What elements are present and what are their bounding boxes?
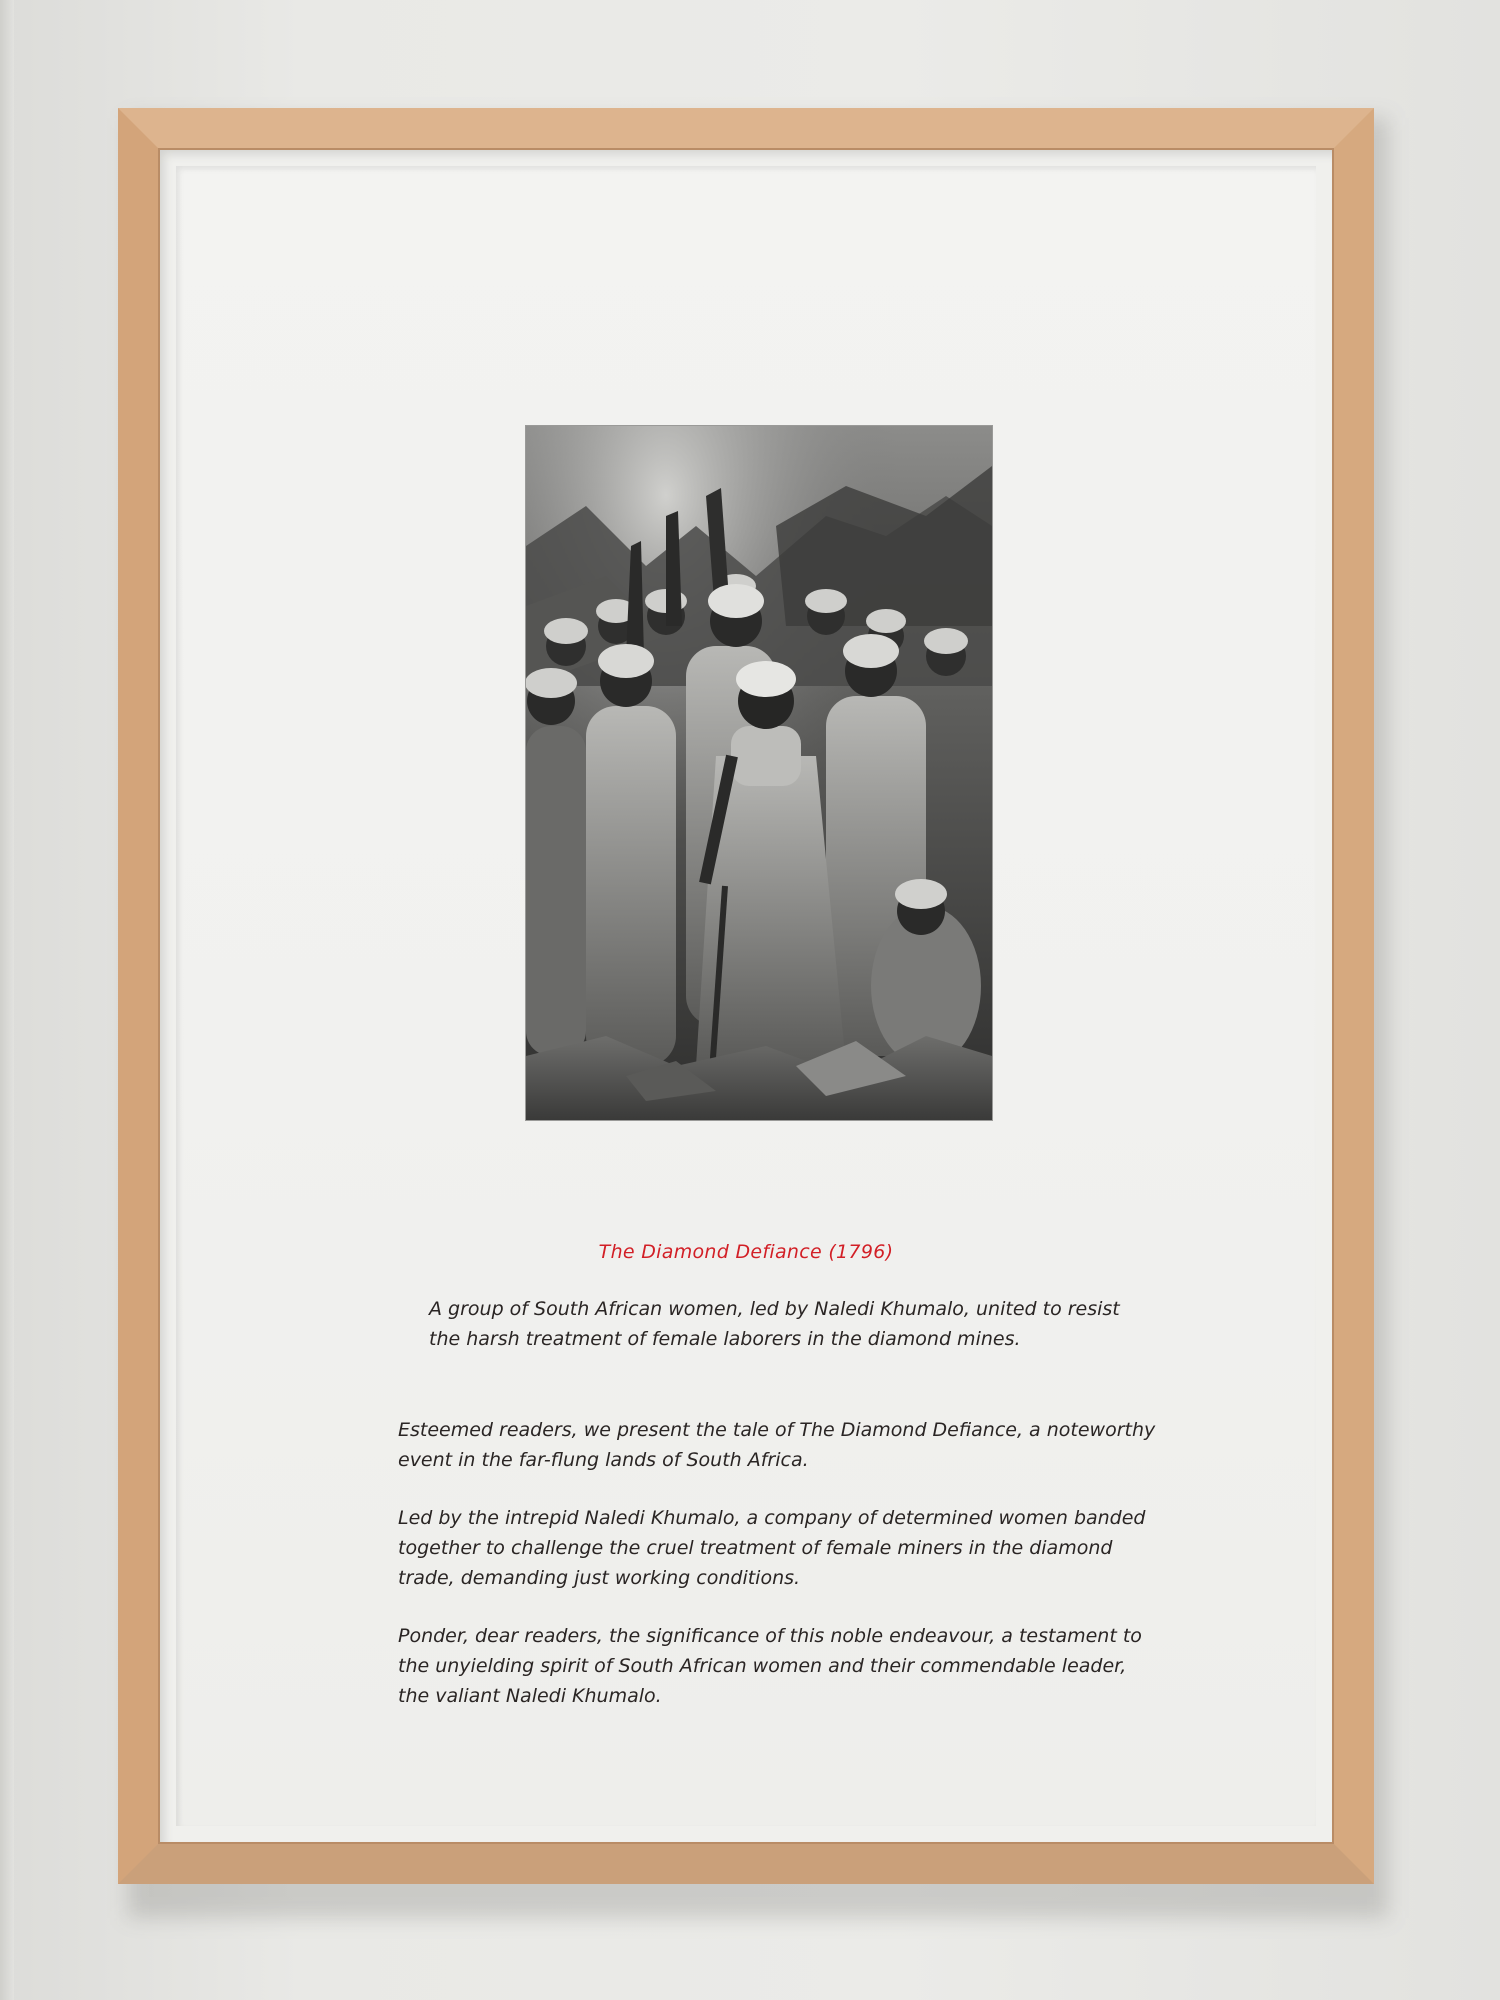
white-mat-board [176,166,1316,1826]
description-paragraph: Led by the intrepid Naledi Khumalo, a company of determined women banded together to challenge the cruel treatment of female miners in the diamond trade, demanding just working conditions. [398,1507,1146,1589]
black-and-white-print [526,426,992,1120]
description-paragraph: Esteemed readers, we present the tale of The Diamond Defiance, a noteworthy event in the far-flung lands of South Africa. [398,1419,1156,1471]
artwork-title: The Diamond Defiance (1796) [598,1241,894,1263]
wall-edge [0,0,14,2000]
print-illustration [526,426,992,1120]
artwork-summary: A group of South African women, led by Naledi Khumalo, united to resist the harsh treatment of female laborers in the diamond mines. [429,1298,1120,1350]
wooden-picture-frame [118,108,1374,1884]
artwork-description [398,1415,1158,1739]
description-paragraph: Ponder, dear readers, the significance of this noble endeavour, a testament to the unyielding spirit of South African women and their commendable leader, the valiant Naledi Khumalo. [398,1625,1142,1707]
